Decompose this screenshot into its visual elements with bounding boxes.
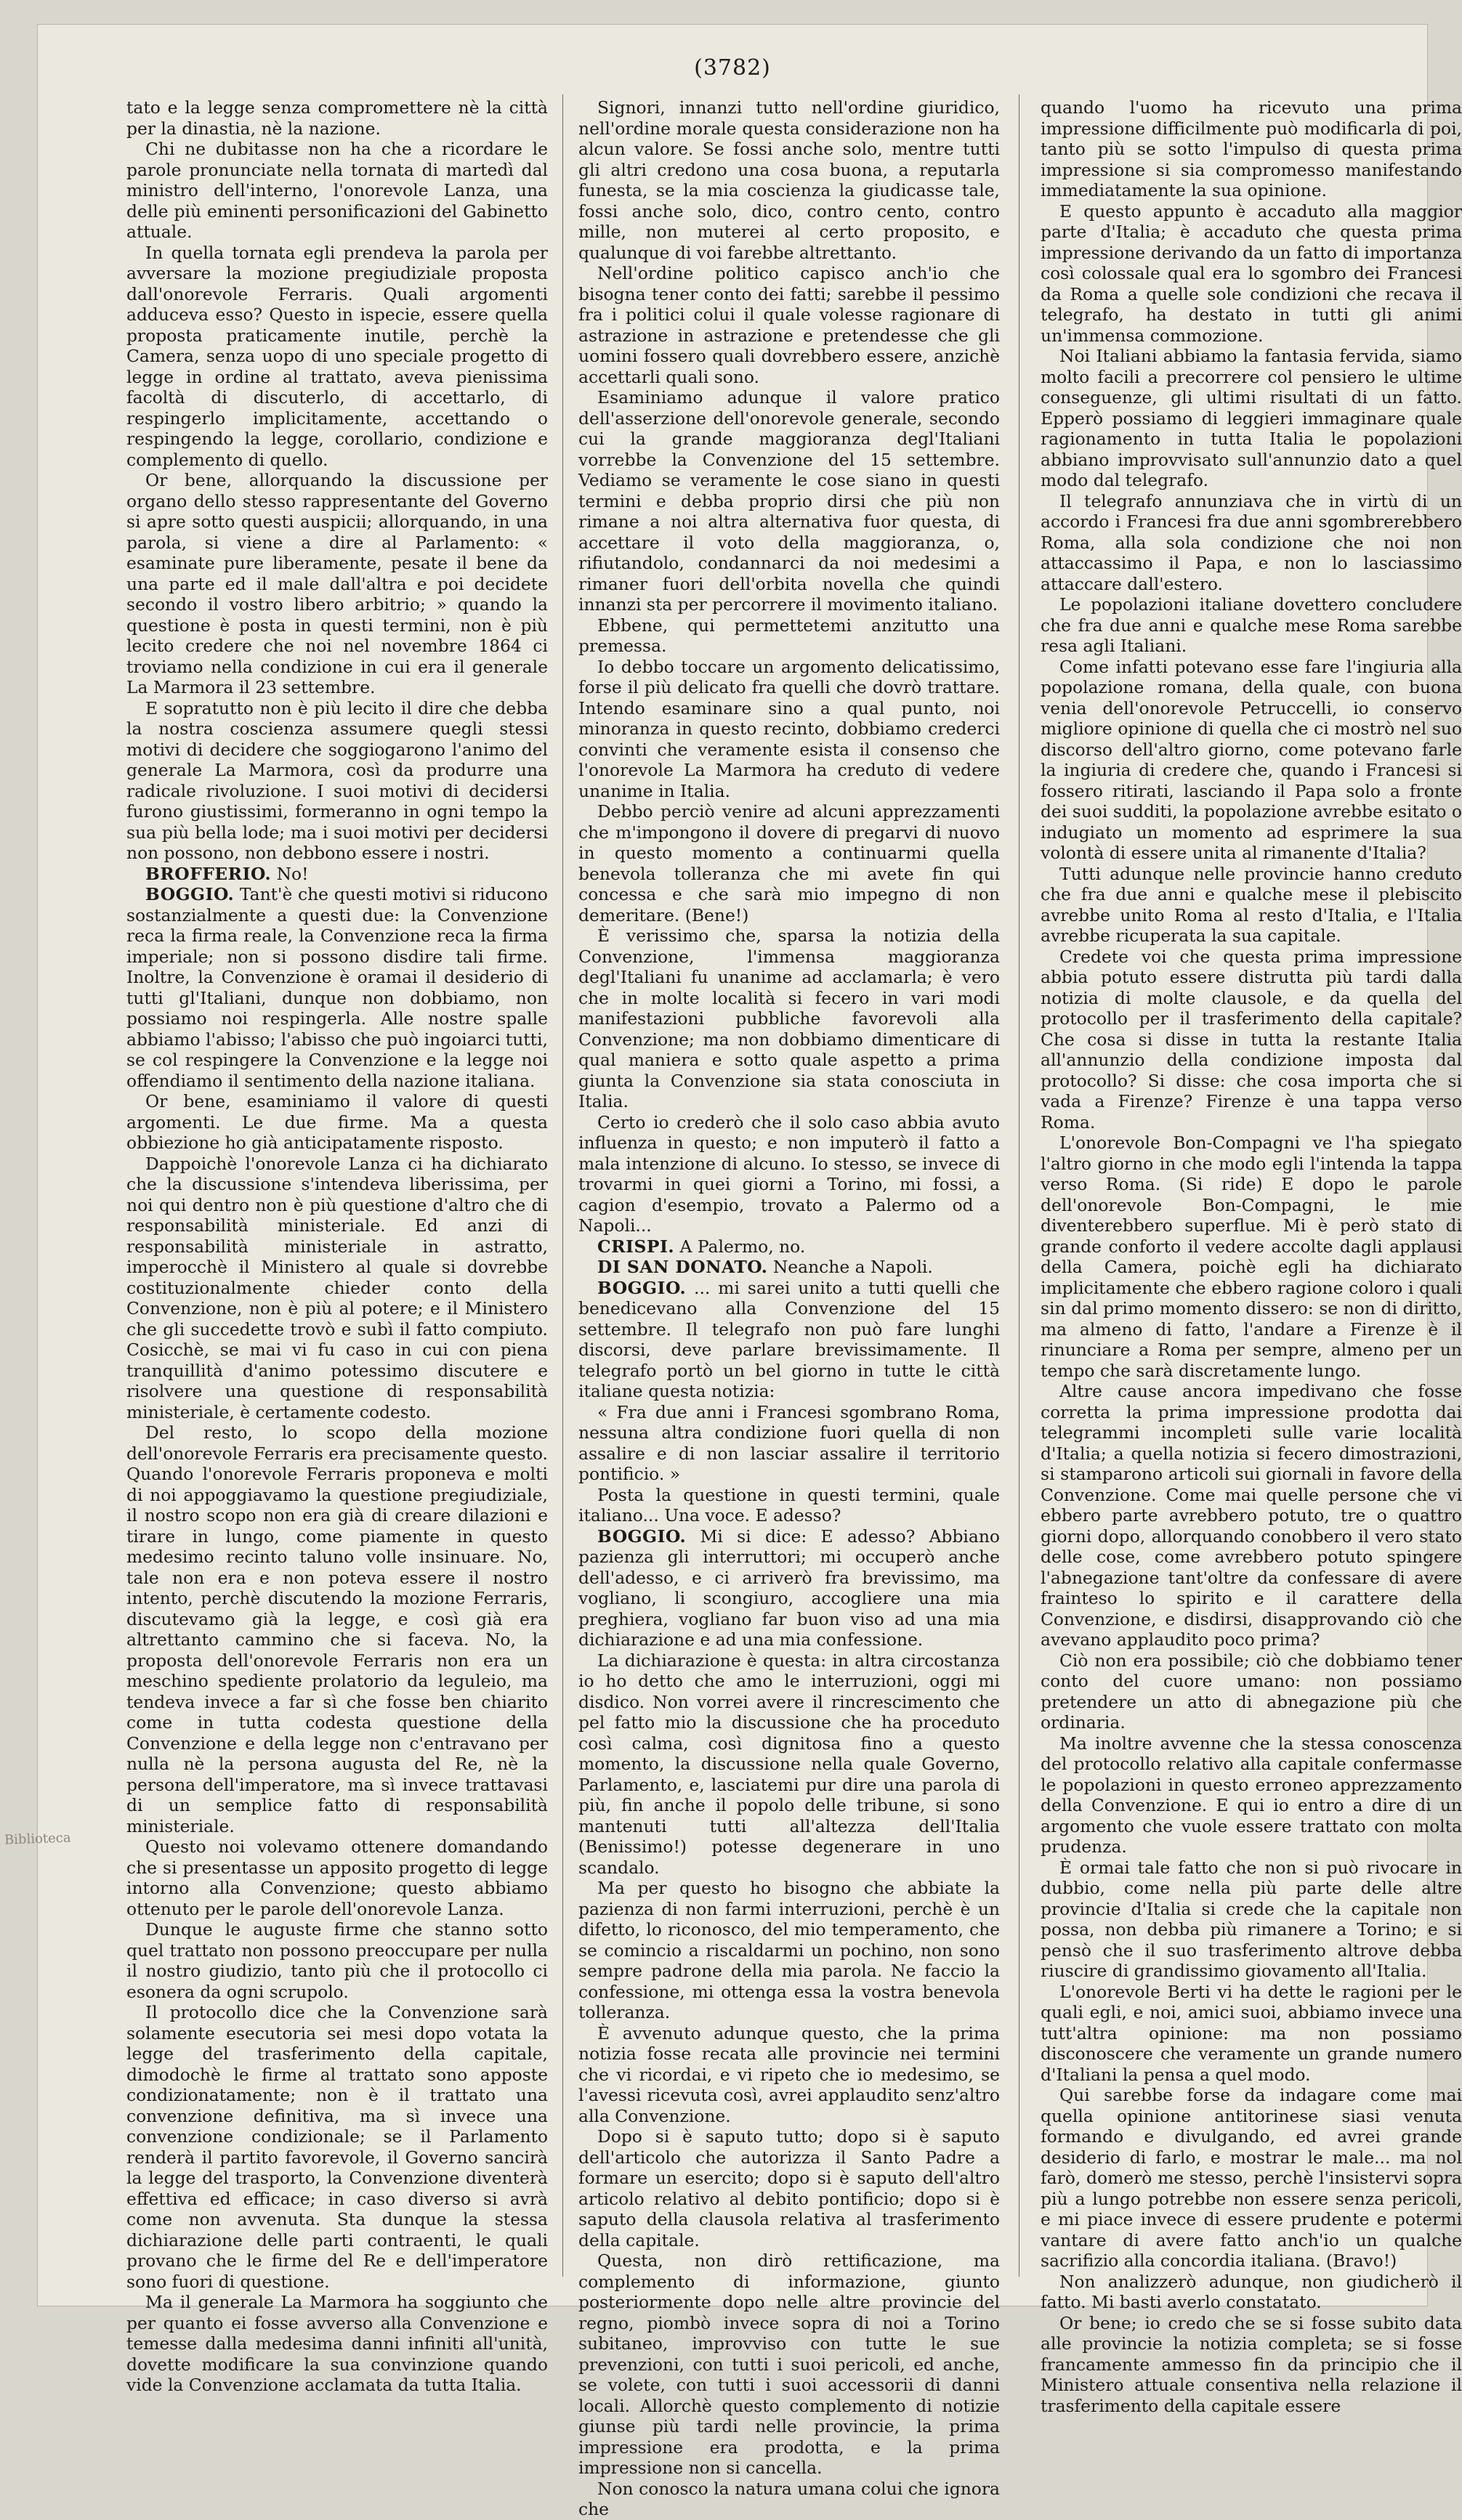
paragraph-text: ... mi sarei unito a tutti quelli che benedicevano alla Convenzione del 15 settembre. Il telegrafo non può fare lunghi discorsi, deve parlare brevissimamente. Il telegrafo portò un bel giorno in tutte le città italiane questa notizia: — [578, 1277, 1000, 1401]
paragraph — [578, 801, 1000, 925]
paragraph-text: tato e la legge senza compromettere nè la città per la dinastia, nè la nazione. — [126, 97, 548, 139]
speaker-name: CRISPI. — [597, 1236, 675, 1257]
paragraph-text: Questo noi volevamo ottenere domandando che si presentasse un apposito progetto di legge intorno alla Convenzione; questo abbiamo ottenuto per le parole dell'onorevole Lanza. — [126, 1836, 548, 1919]
paragraph-text: Altre cause ancora impedivano che fosse corretta la prima impressione prodotta dai telegrammi incompleti sulle varie località d'Italia; a quella notizia si fecero dimostrazioni, si stamparono articoli sui giornali in favore della Convenzione. Come mai quelle persone che vi ebbero parte avrebbero potuto, tre o quattro giorni dopo, allorquando conobbero il vero stato delle cose, come avrebbero potuto spingere l'abnegazione tant'oltre da confessare di avere frainteso lo spirito e il carattere della Convenzione, e disdirsi, disapprovando ciò che avevano applaudito poco prima? — [1041, 1381, 1462, 1650]
paragraph — [1041, 2313, 1462, 2417]
paragraph — [126, 1919, 548, 2002]
paragraph-text: Ma inoltre avvenne che la stessa conoscenza del protocollo relativo alla capitale confermasse le popolazioni in questo erroneo apprezzamento della Convenzione. E qui io entro a dire di un argomento che vuole essere trattato con molta prudenza. — [1041, 1733, 1462, 1857]
paragraph-text: Ebbene, qui permettetemi anzitutto una premessa. — [578, 615, 1000, 656]
margin-stamp: Biblioteca — [4, 1830, 71, 1848]
paragraph-text: Or bene; io credo che se si fosse subito data alle provincie la notizia completa; se si fosse francamente ammesso fin da principio che il Ministero attuale consentiva nella relazione il trasferimento della capitale essere — [1041, 2312, 1462, 2416]
paragraph-text: Certo io crederò che il solo caso abbia avuto influenza in questo; e non imputerò il fatto a mala intenzione di alcuno. Io stesso, se invece di trovarmi in quei giorni a Torino, mi fossi, a cagion d'esempio, trovato a Palermo od a Napoli... — [578, 1111, 1000, 1236]
paragraph-text: Il telegrafo annunziava che in virtù di un accordo i Francesi fra due anni sgombrerebbero Roma, alla sola condizione che noi non attaccassimo il Papa, e non lo lasciassimo attaccare dall'estero. — [1041, 490, 1462, 594]
paragraph — [1041, 1982, 1462, 2086]
paragraph — [578, 1278, 1000, 1402]
paragraph-text: Non conosco la natura umana colui che ignora che — [578, 2478, 1000, 2519]
paragraph-text: Il protocollo dice che la Convenzione sarà solamente esecutoria sei mesi dopo votata la legge del trasferimento della capitale, dimodochè le firme al trattato sono apposte condizionatamente; non è il trattato una convenzione definitiva, ma sì invece una convenzione condizionale; se il Parlamento renderà il partito favorevole, il Governo sancirà la legge del trasporto, la Convenzione diventerà effettiva ed efficace; in caso diverso si avrà come non avvenuta. Sta dunque la stessa dichiarazione delle parti contraenti, le quali provano che le firme del Re e dell'imperatore sono fuori di questione. — [126, 2002, 548, 2292]
paragraph — [578, 615, 1000, 657]
paragraph-text: La dichiarazione è questa: in altra circostanza io ho detto che amo le interruzioni, oggi mi disdico. Non vorrei avere il rincrescimento che pel fatto mio la discussione che ha proceduto così calma, così dignitosa fino a questo momento, la discussione nella quale Governo, Parlamento, e, lasciatemi pur dire una parola di più, fin anche il popolo delle tribune, si sono mantenuti tutti all'altezza dell'Italia (Benissimo!) potesse degenerare in uno scandalo. — [578, 1650, 1000, 1878]
speaker-name: DI SAN DONATO. — [597, 1257, 768, 1277]
paragraph — [578, 97, 1000, 263]
newspaper-page — [38, 25, 1462, 2519]
paragraph — [126, 97, 548, 139]
paragraph-text: Or bene, esaminiamo il valore di questi argomenti. Le due firme. Ma a questa obbiezione ho già anticipatamente risposto. — [126, 1091, 548, 1153]
paragraph-text: Dappoichè l'onorevole Lanza ci ha dichiarato che la discussione s'intendeva liberissima, per noi qui dentro non è più questione d'altro che di responsabilità ministeriale. Ed anzi di responsabilità ministeriale in astratto, imperocchè il Ministero al quale si dovrebbe costituzionalmente chieder conto della Convenzione, non è più al potere; e il Ministero che gli succedette trovò e subì il fatto compiuto. Cosicchè, se mai vi fu caso in cui con piena tranquillità d'animo potessimo discutere e risolvere una questione di responsabilità ministeriale, è certamente codesto. — [126, 1153, 548, 1422]
text-column-1 — [126, 97, 548, 2395]
paragraph-text: Dopo si è saputo tutto; dopo si è saputo dell'articolo che autorizza il Santo Padre a formare un esercito; dopo si è saputo dell'altro articolo relativo al debito pontificio; dopo si è saputo della clausola relativa al trasferimento della capitale. — [578, 2126, 1000, 2250]
paragraph — [1041, 1381, 1462, 1650]
paragraph-text: Esaminiamo adunque il valore pratico dell'asserzione dell'onorevole generale, secondo cui la grande maggioranza degl'Italiani vorrebbe la Convenzione del 15 settembre. Vediamo se veramente le cose siano in questi termini e debba proprio dirsi che più non rimane a noi altra alternativa fuor questa, di accettare il voto della maggioranza, o, rifiutandolo, condannarci da noi medesimi a rimaner fuori dell'orbita novella che quindi innanzi sta per percorrere il movimento italiano. — [578, 387, 1000, 615]
paragraph — [578, 925, 1000, 1112]
paragraph — [126, 2292, 548, 2396]
paragraph-text: È ormai tale fatto che non si può rivocare in dubbio, come nella più parte delle altre provincie d'Italia si crede che la capitale non possa, non debba più rimanere a Torino; e si pensò che il suo trasferimento altrove debba riuscire di grandissimo giovamento all'Italia. — [1041, 1857, 1462, 1981]
paragraph-text: Debbo perciò venire ad alcuni apprezzamenti che m'impongono il dovere di pregarvi di nuovo in questo momento a continuarmi quella benevola tolleranza che mi avete fin qui concessa e che sarà mio impegno di non demeritare. (Bene!) — [578, 801, 1000, 925]
paragraph-text: No! — [276, 863, 309, 884]
paragraph — [1041, 2272, 1462, 2313]
paragraph-text: Noi Italiani abbiamo la fantasia fervida, siamo molto facili a precorrere col pensiero le ultime conseguenze, gli ultimi risultati di un fatto. Epperò possiamo di leggieri immaginare quale ragionamento in tutta Italia le popolazioni abbiano improvvisato sull'annunzio dato a quel modo dal telegrafo. — [1041, 346, 1462, 490]
paragraph — [126, 1836, 548, 1919]
paragraph — [1041, 1650, 1462, 1733]
paragraph — [578, 1650, 1000, 1879]
paragraph-text: Qui sarebbe forse da indagare come mai quella opinione antitorinese siasi venuta formando e divulgando, ed avrei grande desiderio di farlo, e mostrar le male... ma nol farò, domerò me stesso, perchè l'insistervi sopra più a lungo potrebbe non essere senza pericoli, e mi piace invece di essere prudente e potermi vantare di avere fatto anch'io un qualche sacrifizio alla concordia italiana. (Bravo!) — [1041, 2085, 1462, 2271]
paragraph — [1041, 1733, 1462, 1857]
paragraph — [1041, 594, 1462, 657]
text-column-3 — [1041, 97, 1462, 2416]
paragraph-text: Ciò non era possibile; ciò che dobbiamo tener conto del cuore umano: non possiamo pretendere un atto di abnegazione più che ordinaria. — [1041, 1650, 1462, 1733]
paragraph — [1041, 1133, 1462, 1381]
column-rule — [562, 94, 563, 2277]
paragraph — [1041, 947, 1462, 1133]
paragraph — [578, 387, 1000, 615]
text-column-2 — [578, 97, 1001, 2519]
paragraph — [578, 263, 1000, 387]
paragraph-text: A Palermo, no. — [679, 1236, 806, 1257]
paragraph-text: E sopratutto non è più lecito il dire che debba la nostra coscienza assumere quegli stessi motivi di decidere che soggiogarono l'animo del generale La Marmora, così da produrre una radicale rivoluzione. I suoi motivi di decidersi furono giustissimi, formeranno in ogni tempo la sua più bella lode; ma i suoi motivi per decidersi non possono, non debbono essere i nostri. — [126, 697, 548, 863]
paragraph-text: È avvenuto adunque questo, che la prima notizia fosse recata alle provincie nei termini che vi ricordai, e vi ripeto che io medesimo, se l'avessi ricevuta così, avrei applaudito senz'altro alla Convenzione. — [578, 2022, 1000, 2126]
paragraph-text: L'onorevole Berti vi ha dette le ragioni per le quali egli, e noi, amici suoi, abbiamo invece una tutt'altra opinione: ma non possiamo disconoscere che veramente un grande numero d'Italiani la pensa a quel modo. — [1041, 1981, 1462, 2085]
paragraph — [1041, 2085, 1462, 2272]
paragraph — [126, 1154, 548, 1423]
paragraph-text: È verissimo che, sparsa la notizia della Convenzione, l'immensa maggioranza degl'Italiani fu unanime ad acclamarla; è vero che in molte località si fecero in vari modi manifestazioni pubbliche favorevoli alla Convenzione; ma non dobbiamo dimenticare di qual maniera e sotto quale aspetto a prima giunta la Convenzione sia stata conosciuta in Italia. — [578, 925, 1000, 1111]
page-number: (3782) — [694, 55, 771, 81]
paragraph-text: Del resto, lo scopo della mozione dell'onorevole Ferraris era precisamente questo. Quando l'onorevole Ferraris proponeva e molti di noi appoggiavamo la questione pregiudiziale, il nostro scopo non era già di creare dilazioni e tirare in lungo, come piamente in questo medesimo recinto taluno volle insinuare. No, tale non era e non poteva essere il nostro intento, perchè discutendo la mozione Ferraris, discutevamo già la legge, e così già era altrettanto cammino che si faceva. No, la proposta dell'onorevole Ferraris non era un meschino spediente prolatorio da leguleio, ma tendeva invece a far sì che fosse ben chiarito come in tutta codesta questione della Convenzione e della legge non c'entravano per nulla nè la persona augusta del Re, nè la persona dell'imperatore, ma sì invece trattavasi di un semplice fatto di responsabilità ministeriale. — [126, 1422, 548, 1836]
paragraph-text: Tant'è che questi motivi si riducono sostanzialmente a questi due: la Convenzione reca la firma reale, la Convenzione reca la firma imperiale; non si possono disdire tali firme. Inoltre, la Convenzione è oramai il desiderio di tutti gl'Italiani, dunque non dobbiamo, non possiamo noi respingerla. Alle nostre spalle abbiamo l'abisso; l'abisso che può ingoiarci tutti, se col respingere la Convenzione e la legge noi offendiamo il sentimento della nazione italiana. — [126, 884, 548, 1091]
paragraph — [578, 2250, 1000, 2479]
paragraph — [126, 1091, 548, 1154]
paragraph-text: Ma per questo ho bisogno che abbiate la pazienza di non farmi interruzioni, perchè è un difetto, lo riconosco, del mio temperamento, che se comincio a riscaldarmi un pochino, non sono sempre padrone della mia parola. Ne faccio la confessione, mi ottenga essa la vostra benevola tolleranza. — [578, 1878, 1000, 2022]
paragraph — [126, 864, 548, 885]
paragraph — [578, 1485, 1000, 1526]
paragraph-text: Nell'ordine politico capisco anch'io che bisogna tener conto dei fatti; sarebbe il pessimo fra i politici colui il quale volesse ragionare di astrazione in astrazione e pretendesse che gli uomini fossero quali dovrebbero essere, anzichè accettarli quali sono. — [578, 263, 1000, 387]
paragraph-text: Non analizzerò adunque, non giudicherò il fatto. Mi basti averlo constatato. — [1041, 2271, 1462, 2312]
paragraph-text: « Fra due anni i Francesi sgombrano Roma, nessuna altra condizione fuori quella di non assalire e di non lasciar assalire il territorio pontificio. » — [578, 1401, 1000, 1484]
paragraph — [578, 1236, 1000, 1257]
paragraph-text: Tutti adunque nelle provincie hanno creduto che fra due anni e qualche mese il plebiscito avrebbe unito Roma al resto d'Italia, e l'Italia avrebbe ricuperata la sua capitale. — [1041, 863, 1462, 946]
paragraph-text: Dunque le auguste firme che stanno sotto quel trattato non possono preoccupare per nulla il nostro giudizio, tanto più che il protocollo ci esonera da ogni scrupolo. — [126, 1919, 548, 2002]
paragraph-text: Io debbo toccare un argomento delicatissimo, forse il più delicato fra quelli che dovrò trattare. Intendo esaminare sino a qual punto, noi minoranza in questo recinto, dobbiamo crederci convinti che veramente esista il consenso che l'onorevole La Marmora ha creduto di vedere unanime in Italia. — [578, 656, 1000, 801]
paragraph — [126, 2002, 548, 2292]
paragraph — [1041, 657, 1462, 864]
paragraph — [126, 139, 548, 243]
paragraph — [578, 2479, 1000, 2520]
paragraph — [126, 243, 548, 471]
paragraph-text: Signori, innanzi tutto nell'ordine giuridico, nell'ordine morale questa considerazione non ha alcun valore. Se fossi anche solo, mentre tutti gli altri credono una cosa buona, a reputarla funesta, se la mia coscienza la giudicasse tale, fossi anche solo, dico, contro cento, contro mille, non muterei al certo proposito, e qualunque di voi farebbe altrettanto. — [578, 97, 1000, 263]
paragraph-text: Questa, non dirò rettificazione, ma complemento di informazione, giunto posteriormente dopo nelle altre provincie del regno, piombò invece sopra di noi a Torino subitaneo, improvviso con tutte le sue prevenzioni, con tutti i suoi pericoli, ed anche, se volete, con tutti i suoi accessorii di danni locali. Allorchè questo complemento di notizie giunse più tardi nelle provincie, la prima impressione era prodotta, e la prima impressione non si cancella. — [578, 2250, 1000, 2478]
speaker-name: BOGGIO. — [145, 884, 235, 904]
paragraph — [578, 1402, 1000, 1485]
paragraph-text: L'onorevole Bon-Compagni ve l'ha spiegato l'altro giorno in che modo egli l'intenda la tappa verso Roma. (Si ride) E dopo le parole dell'onorevole Bon-Compagni, le mie diventerebbero superflue. Mi è però stato di grande conforto il vedere accolte dagli applausi della Camera, poichè egli ha dichiarato implicitamente che ebbero ragione coloro i quali sin dal primo momento dissero: se non di diritto, ma almeno di fatto, l'andare a Firenze è il rinunciare a Roma per sempre, almeno per un tempo che sarà discretamente lungo. — [1041, 1133, 1462, 1381]
paragraph — [1041, 346, 1462, 491]
paragraph — [578, 1112, 1000, 1236]
paragraph-text: Neanche a Napoli. — [772, 1257, 933, 1277]
paragraph — [1041, 201, 1462, 347]
paragraph-text: Chi ne dubitasse non ha che a ricordare le parole pronunciate nella tornata di martedì dal ministro dell'interno, l'onorevole Lanza, una delle più eminenti personificazioni del Gabinetto attuale. — [126, 139, 548, 242]
paragraph — [126, 698, 548, 864]
paragraph-text: quando l'uomo ha ricevuto una prima impressione difficilmente può modificarla di poi, tanto più se sotto l'impulso di questa prima impressione si sia compromesso manifestando immediatamente la sua opinione. — [1041, 97, 1462, 200]
paragraph — [578, 2126, 1000, 2250]
paragraph-text: Posta la questione in questi termini, quale italiano... Una voce. E adesso? — [578, 1484, 1000, 1526]
paragraph — [126, 884, 548, 1091]
paragraph — [1041, 491, 1462, 595]
paragraph-text: Or bene, allorquando la discussione per organo dello stesso rappresentante del Governo si apre sotto questi auspicii; allorquando, in una parola, si viene a dire al Parlamento: « esaminate pure liberamente, pesate il bene da una parte ed il male dall'altra e poi decidete secondo il vostro libero arbitrio; » quando la questione è posta in questi termini, non è più lecito credere che noi nel novembre 1864 ci troviamo nella condizione in cui era il generale La Marmora il 23 settembre. — [126, 470, 548, 697]
paragraph-text: E questo appunto è accaduto alla maggior parte d'Italia; è accaduto che questa prima impressione derivando da un fatto di importanza così colossale qual era lo sgombro dei Francesi da Roma a quelle sole condizioni che recava il telegrafo, ha destato in tutti gli animi un'immensa commozione. — [1041, 200, 1462, 346]
speaker-name: BOGGIO. — [597, 1526, 687, 1547]
paragraph-text: In quella tornata egli prendeva la parola per avversare la mozione pregiudiziale proposta dall'onorevole Ferraris. Quali argomenti adduceva esso? Questo in ispecie, essere quella proposta praticamente inutile, perchè la Camera, senza uopo di uno speciale progetto di legge in ordine al trattato, aveva pienissima facoltà di discuterlo, di accettarlo, di respingerlo implicitamente, accettando o respingendo la legge, corollario, condizione e complemento di quello. — [126, 242, 548, 470]
paragraph — [1041, 1857, 1462, 1982]
paragraph-text: Come infatti potevano esse fare l'ingiuria alla popolazione romana, della quale, con buona venia dell'onorevole Petruccelli, io conservo migliore opinione di quella che ci mostrò nel suo discorso dell'altro giorno, come potevano farle la ingiuria di credere che, quando i Francesi si fossero ritirati, lasciando il Papa solo a fronte dei suoi sudditi, la popolazione avrebbe esitato o indugiato un momento ad esprimere la sua volontà di essere unita al rimanente d'Italia? — [1041, 656, 1462, 863]
speaker-name: BOGGIO. — [597, 1277, 687, 1298]
paragraph — [126, 470, 548, 698]
paragraph — [1041, 97, 1462, 201]
paragraph-text: Credete voi che questa prima impressione abbia potuto essere distrutta più tardi dalla notizia di molte clausole, e da quella del protocollo per il trasferimento della capitale? Che cosa si disse in tutta la restante Italia all'annunzio della condizione imposta dal protocollo? Si disse: che cosa importa che si vada a Firenze? Firenze è una tappa verso Roma. — [1041, 946, 1462, 1133]
paragraph — [578, 1878, 1000, 2023]
paragraph — [578, 657, 1000, 802]
speaker-name: BROFFERIO. — [145, 863, 272, 884]
paragraph — [578, 1526, 1000, 1650]
paragraph — [126, 1422, 548, 1836]
paragraph-text: Ma il generale La Marmora ha soggiunto che per quanto ei fosse avverso alla Convenzione e temesse dalla medesima danni infiniti all'unità, dovette modificare la sua convinzione quando vide la Convenzione acclamata da tutta Italia. — [126, 2292, 548, 2395]
paragraph-text: Le popolazioni italiane dovettero concludere che fra due anni e qualche mese Roma sarebbe resa agli Italiani. — [1041, 594, 1462, 656]
paragraph — [1041, 864, 1462, 947]
paragraph — [578, 1257, 1000, 1278]
paragraph — [578, 2023, 1000, 2127]
paragraph-text: Mi si dice: E adesso? Abbiano pazienza gli interruttori; mi occuperò anche dell'adesso, e ci arriverò fra brevissimo, ma vogliano, li scongiuro, accogliere una mia preghiera, vogliano far buon viso ad una mia dichiarazione e ad una mia confessione. — [578, 1526, 1001, 1650]
